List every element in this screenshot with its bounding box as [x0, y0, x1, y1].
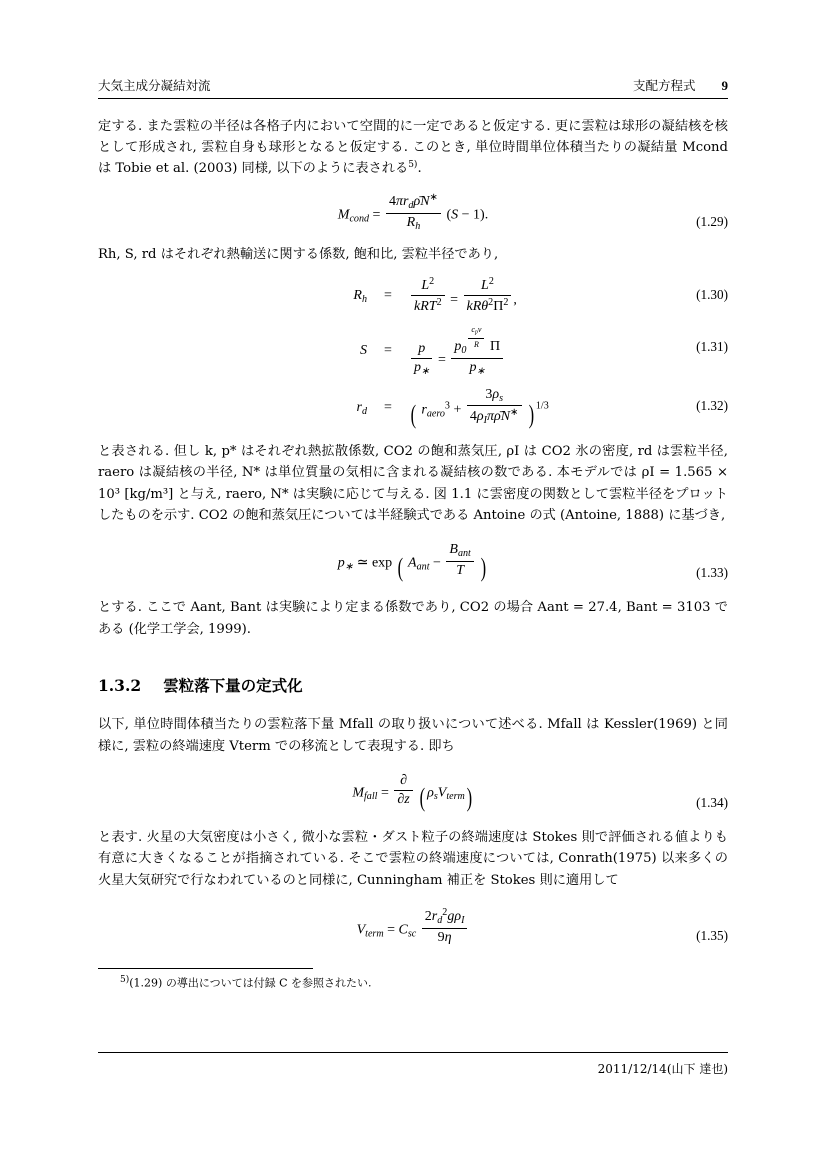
equation-1-34	[98, 773, 728, 813]
paragraph-3	[98, 441, 728, 527]
equation-1-35	[98, 907, 728, 946]
equation-1-34-number: (1.34)	[696, 794, 728, 810]
paragraph-2	[98, 244, 728, 265]
equation-1-31-lhs: S	[360, 343, 367, 359]
footnote-5	[98, 974, 728, 991]
equation-1-29-number: (1.29)	[696, 214, 728, 230]
paragraph-5-text: 以下, 単位時間体積当たりの雲粒落下量 Mfall の取り扱いについて述べる. Mfall は Kessler(1969) と同様に, 雲粒の終端速度 Vterm での移流として表現する. 即ち	[98, 717, 728, 754]
page-number: 9	[721, 78, 728, 93]
running-head-right-title: 支配方程式	[632, 78, 696, 93]
equation-1-32-lhs: $r_d$	[356, 399, 367, 417]
paragraph-4-text: とする. ここで Aant, Bant は実験により定まる係数であり, CO2 の場合 Aant = 27.4, Bant = 3103 である (化学工学会, 1999).	[98, 600, 728, 637]
paragraph-6-text: と表す. 火星の大気密度は小さく, 微小な雲粒・ダスト粒子の終端速度は Stokes 則で評価される値よりも有意に大きくなることが指摘されている. そこで雲粒の終端速度については, Conrath(1975) 以来多くの火星大気研究で行なわれているのと同様に, Cunningham 補正を Stokes 則に適用して	[98, 829, 728, 888]
equation-1-29-body: $M_{cond}$ = $\frac{4\pi r_d\rhōN^∗}{R_h}$ (S − 1).	[337, 191, 489, 232]
equation-1-33	[98, 542, 728, 583]
footnote-marker-5: 5)	[408, 160, 418, 171]
paragraph-3-text: と表される. 但し k, p* はそれぞれ熱拡散係数, CO2 の飽和蒸気圧, ρI は CO2 氷の密度, rd は雲粒半径, raero は凝結核の半径, N* は単位質量の気相に含まれる凝結核の数である. 本モデルでは ρI = 1.565 × 10³ [kg/m³] と与え, raero, N* は実験に応じて与える. 図 1.1 に雲密度の関数として雲粒半径をプロットしたものを示す. CO2 の飽和蒸気圧については半経験式である Antoine の式 (Antoine, 1888) に基づき,	[98, 443, 728, 524]
equation-1-30	[98, 276, 728, 317]
running-head	[98, 78, 728, 94]
footer-text: 2011/12/14(山下 達也)	[597, 1062, 728, 1076]
footer	[98, 1060, 728, 1077]
footnote-rule	[98, 968, 313, 969]
equation-1-32	[98, 387, 728, 430]
section-heading-1-3-2	[98, 674, 728, 696]
equation-group-30-32	[98, 276, 728, 430]
paragraph-6	[98, 827, 728, 891]
equation-1-35-number: (1.35)	[696, 928, 728, 944]
paragraph-1	[98, 116, 728, 180]
footer-rule	[98, 1052, 728, 1053]
paragraph-1-tail: .	[417, 161, 422, 177]
paragraph-5	[98, 714, 728, 757]
equation-1-31-equals: =	[384, 343, 392, 359]
equation-1-33-body: $p_∗$ ≃ exp ( $A_{ant}$ − $\frac{B_{ant}}{T}$ )	[337, 542, 487, 583]
footnote-5-mark: 5)	[120, 975, 130, 986]
paragraph-1-text: 定する. また雲粒の半径は各格子内において空間的に一定であると仮定する. 更に雲粒は球形の凝結核を核として形成され, 雲粒自身も球形となると仮定する. このとき, 単位時間単位体積当たりの凝結量 Mcond は Tobie et al. (2003) 同様, 以下のように表される	[98, 118, 728, 177]
equation-1-30-lhs: $R_h$	[353, 287, 367, 305]
equation-1-35-body: $V_{term} = C_{sc}$ $\frac{2r_d^2g\rho_I}{9\eta}$	[357, 907, 470, 946]
equation-1-31-rhs: $\frac{p}{p_∗}$ = $p_0$ $^{\frac{c_pv}{R}}$ Π $p_∗$	[397, 325, 589, 378]
equation-1-32-equals: =	[384, 400, 392, 416]
header-rule	[98, 98, 728, 99]
equation-1-31-number: (1.31)	[696, 339, 728, 355]
page-content	[98, 78, 728, 991]
equation-1-30-rhs: $\frac{L^2}{kRT^2}$ = $\frac{L^2}{kR\theta^2\Pi^2}$ ,	[397, 276, 589, 317]
running-head-left-title: 大気主成分凝結対流	[98, 78, 211, 93]
equation-1-34-body: $M_{fall}$ = $\frac{\partial}{\partial z}$ ( $\rho_sV_{term}$)	[352, 772, 472, 812]
section-title: 雲粒落下量の定式化	[163, 676, 303, 696]
equation-1-31	[98, 325, 728, 378]
paragraph-4	[98, 597, 728, 640]
footnote-5-text: (1.29) の導出については付録 C を参照されたい.	[129, 976, 372, 990]
equation-1-30-equals: =	[384, 287, 392, 303]
equation-1-32-rhs: ( $r_{aero}^3$ + $\frac{3\rho_s}{4\rho_I\pi\rhōN^∗}$ ) $^{1/3}$	[410, 386, 549, 429]
section-number: 1.3.2	[98, 676, 142, 696]
equation-1-30-number: (1.30)	[696, 286, 728, 302]
equation-1-32-number: (1.32)	[696, 398, 728, 414]
equation-1-33-number: (1.33)	[696, 565, 728, 581]
equation-1-29	[98, 192, 728, 233]
paragraph-2-text: Rh, S, rd はそれぞれ熱輸送に関する係数, 飽和比, 雲粒半径であり,	[98, 247, 499, 263]
